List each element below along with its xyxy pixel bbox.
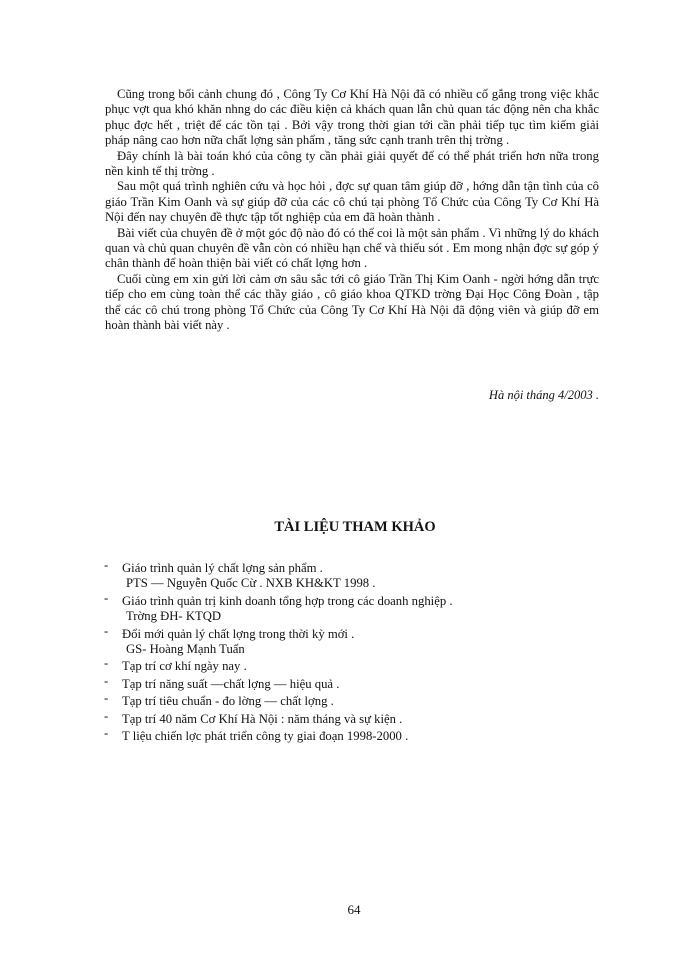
list-item (104, 726, 564, 744)
bullet-dash: - (104, 590, 109, 605)
reference-detail: Trờng ĐH- KTQD (126, 609, 222, 624)
reference-title: Tạp trí cơ khí ngày nay . (122, 659, 247, 674)
list-item (104, 673, 564, 692)
references-list (104, 558, 564, 746)
paragraph: Cuối cùng em xin gửi lời cảm ơn sâu sắc tới cô giáo Trần Thị Kim Oanh - ngời hớng dẫn trực tiếp cho em cùng toàn thể các thầy giáo , cô giáo khoa QTKD trờng Đại Học Công Đoàn , tập thể các cô chú trong phòng Tổ Chức của Công Ty Cơ Khí Hà Nội đã động viên và giúp đỡ em hoàn thành bài viết này . (105, 271, 599, 333)
paragraph: Cũng trong bối cảnh chung đó , Công Ty Cơ Khí Hà Nội đã có nhiều cố gắng trong việc khắc phục vợt qua khó khăn nhng do các điều kiện cả khách quan lẫn chủ quan tác động nên cha khắc phục đợc hết , triệt để các tồn tại . Bởi vậy trong thời gian tới cần phải tiếp tục tìm kiếm giải pháp nâng cao hơn nữa chất lợng sản phẩm , tăng sức cạnh tranh trên thị trờng . (105, 87, 599, 148)
page-number: 64 (347, 902, 361, 917)
reference-title: Giáo trình quản trị kinh doanh tổng hợp trong các doanh nghiệp . (122, 593, 453, 608)
list-item (104, 590, 564, 625)
paragraph: Bài viết của chuyên đề ở một góc độ nào đó có thể coi là một sản phẩm . Vì những lý do khách quan và chủ quan chuyên đề vẫn còn có nhiều hạn chế và thiếu sót . Em mong nhận đợc sự góp ý chân thành để hoàn thiện bài viết có chất lợng hơn . (105, 225, 599, 271)
bullet-dash: - (104, 673, 109, 688)
reference-title: Tạp trí tiêu chuẩn - đo lờng — chất lợng . (122, 694, 334, 709)
paragraph: Sau một quá trình nghiên cứu và học hỏi , đợc sự quan tâm giúp đỡ , hớng dẫn tận tình của cô giáo Trần Kim Oanh và sự giúp đỡ của các cô chú tại phòng Tổ Chức của Công Ty Cơ Khí Hà Nội đến nay chuyên đề thực tập tốt nghiệp của em đã hoàn thành . (105, 179, 599, 225)
list-item (104, 656, 564, 674)
signature-date: Hà nội tháng 4/2003 . (488, 388, 599, 402)
reference-detail: GS- Hoàng Mạnh Tuấn (126, 642, 245, 657)
list-item (104, 691, 564, 709)
bullet-dash: - (104, 726, 109, 741)
reference-title: Tạp trí năng suất —chất lợng — hiệu quả . (122, 676, 340, 691)
bullet-dash: - (104, 558, 109, 572)
bullet-dash: - (104, 623, 109, 638)
paragraph: Đây chính là bài toán khó của công ty cần phải giải quyết để có thể phát triển hơn nữa trong nền kinh tế thị trờng . (105, 148, 599, 179)
list-item (104, 623, 564, 658)
bullet-dash: - (104, 708, 109, 723)
body-text (105, 87, 599, 334)
bullet-dash: - (104, 656, 109, 671)
references-heading: TÀI LIỆU THAM KHẢO (274, 519, 436, 535)
list-item (104, 558, 564, 592)
reference-detail: PTS — Nguyễn Quốc Cừ . NXB KH&KT 1998 . (126, 576, 376, 591)
bullet-dash: - (104, 691, 109, 706)
reference-title: Đổi mới quản lý chất lợng trong thời kỳ mới . (122, 626, 355, 641)
reference-title: Tạp trí 40 năm Cơ Khí Hà Nội : năm tháng và sự kiện . (122, 711, 403, 726)
list-item (104, 708, 564, 727)
reference-title: Giáo trình quản lý chất lợng sản phẩm . (122, 561, 323, 575)
reference-title: T liệu chiến lợc phát triển công ty giai đoạn 1998-2000 . (122, 729, 409, 744)
